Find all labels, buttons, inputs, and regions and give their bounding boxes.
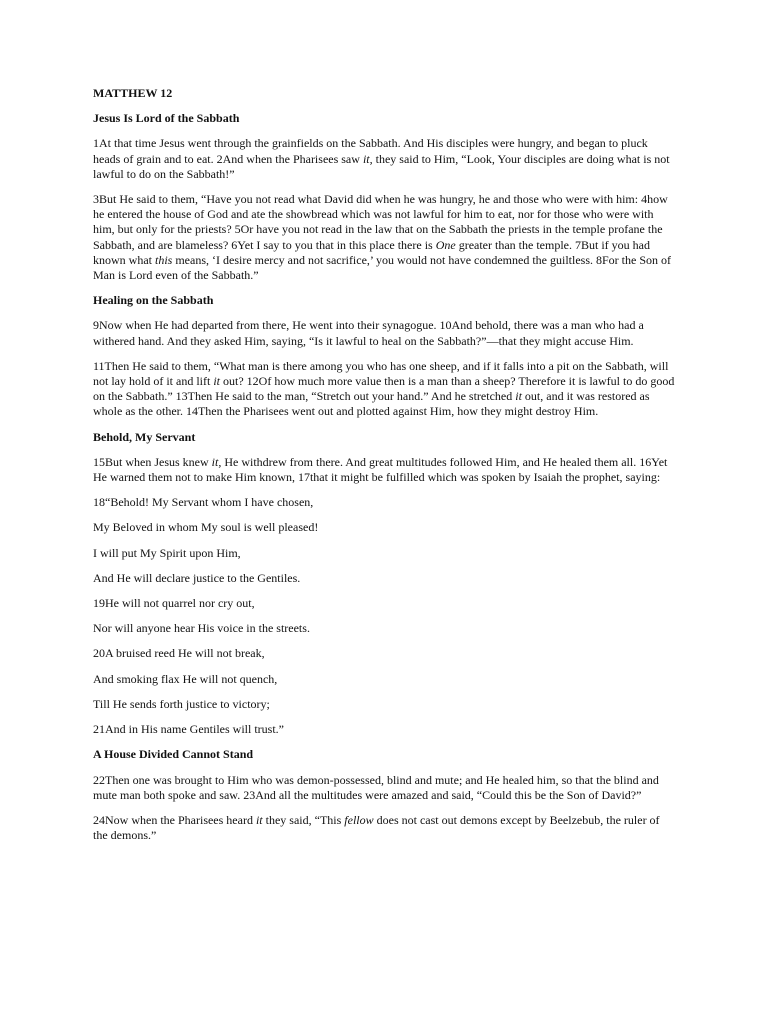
paragraph-verses-11-14: 11Then He said to them, “What man is there among you who has one sheep, and if it falls into a pit on the Sabbath, will not lay hold of it and lift it out? 12Of how much more value then is a man than a sheep? Therefore it is lawful to do good on the Sabbath.” 13Then He said to the man, “Stretch out your hand.” And he stretched it out, and it was restored as whole as the other. 14Then the Pharisees went out and plotted against Him, how they might destroy Him. [93, 358, 675, 419]
paragraph-verses-22-23: 22Then one was brought to Him who was demon-possessed, blind and mute; and He healed him, so that the blind and mute man both spoke and saw. 23And all the multitudes were amazed and said, “Could this be the Son of David?” [93, 772, 659, 802]
document-title: MATTHEW 12 [93, 86, 173, 100]
section-heading-my-servant: Behold, My Servant [93, 429, 196, 444]
poem-line: 20A bruised reed He will not break, [93, 646, 265, 661]
paragraph-verses-1-2: 1At that time Jesus went through the grainfields on the Sabbath. And His disciples were hungry, and began to pluck heads of grain and to eat. 2And when the Pharisees saw it, they said to Him, “Look, Your disciples are doing what is not lawful to do on the Sabbath!” [93, 136, 670, 181]
paragraph-verses-9-10: 9Now when He had departed from there, He went into their synagogue. 10And behold, there was a man who had a withered hand. And they asked Him, saying, “Is it lawful to heal on the Sabbath?”—that they might accuse Him. [93, 318, 644, 348]
document-page [93, 86, 676, 853]
poem-line: Nor will anyone hear His voice in the streets. [93, 621, 310, 636]
paragraph-verse-24: 24Now when the Pharisees heard it they said, “This fellow does not cast out demons except by Beelzebub, the ruler of the demons.” [93, 812, 660, 843]
poem-line: And He will declare justice to the Gentiles. [93, 570, 301, 585]
poem-line: 19He will not quarrel nor cry out, [93, 596, 255, 611]
section-heading-lord-of-sabbath: Jesus Is Lord of the Sabbath [93, 111, 240, 126]
section-heading-healing-on-sabbath: Healing on the Sabbath [93, 293, 214, 308]
paragraph-verses-3-8: 3But He said to them, “Have you not read what David did when he was hungry, he and those who were with him: 4how he entered the house of God and ate the showbread which was not lawful for him to eat, nor for those who were with him, but only for the priests? 5Or have you not read in the law that on the Sabbath the priests in the temple profane the Sabbath, and are blameless? 6Yet I say to you that in this place there is One greater than the temple. 7But if you had known what this means, ‘I desire mercy and not sacrifice,’ you would not have condemned the guiltless. 8For the Son of Man is Lord even of the Sabbath.” [93, 192, 671, 283]
paragraph-verses-15-17: 15But when Jesus knew it, He withdrew from there. And great multitudes followed Him, and He healed them all. 16Yet He warned them not to make Him known, 17that it might be fulfilled which was spoken by Isaiah the prophet, saying: [93, 454, 668, 485]
poem-line: 18“Behold! My Servant whom I have chosen, [93, 495, 314, 510]
poem-line: I will put My Spirit upon Him, [93, 545, 241, 560]
section-heading-house-divided: A House Divided Cannot Stand [93, 747, 254, 762]
poem-line: 21And in His name Gentiles will trust.” [93, 722, 284, 737]
poem-line: My Beloved in whom My soul is well pleased! [93, 520, 319, 535]
poem-line: Till He sends forth justice to victory; [93, 696, 270, 711]
poem-line: And smoking flax He will not quench, [93, 671, 278, 686]
